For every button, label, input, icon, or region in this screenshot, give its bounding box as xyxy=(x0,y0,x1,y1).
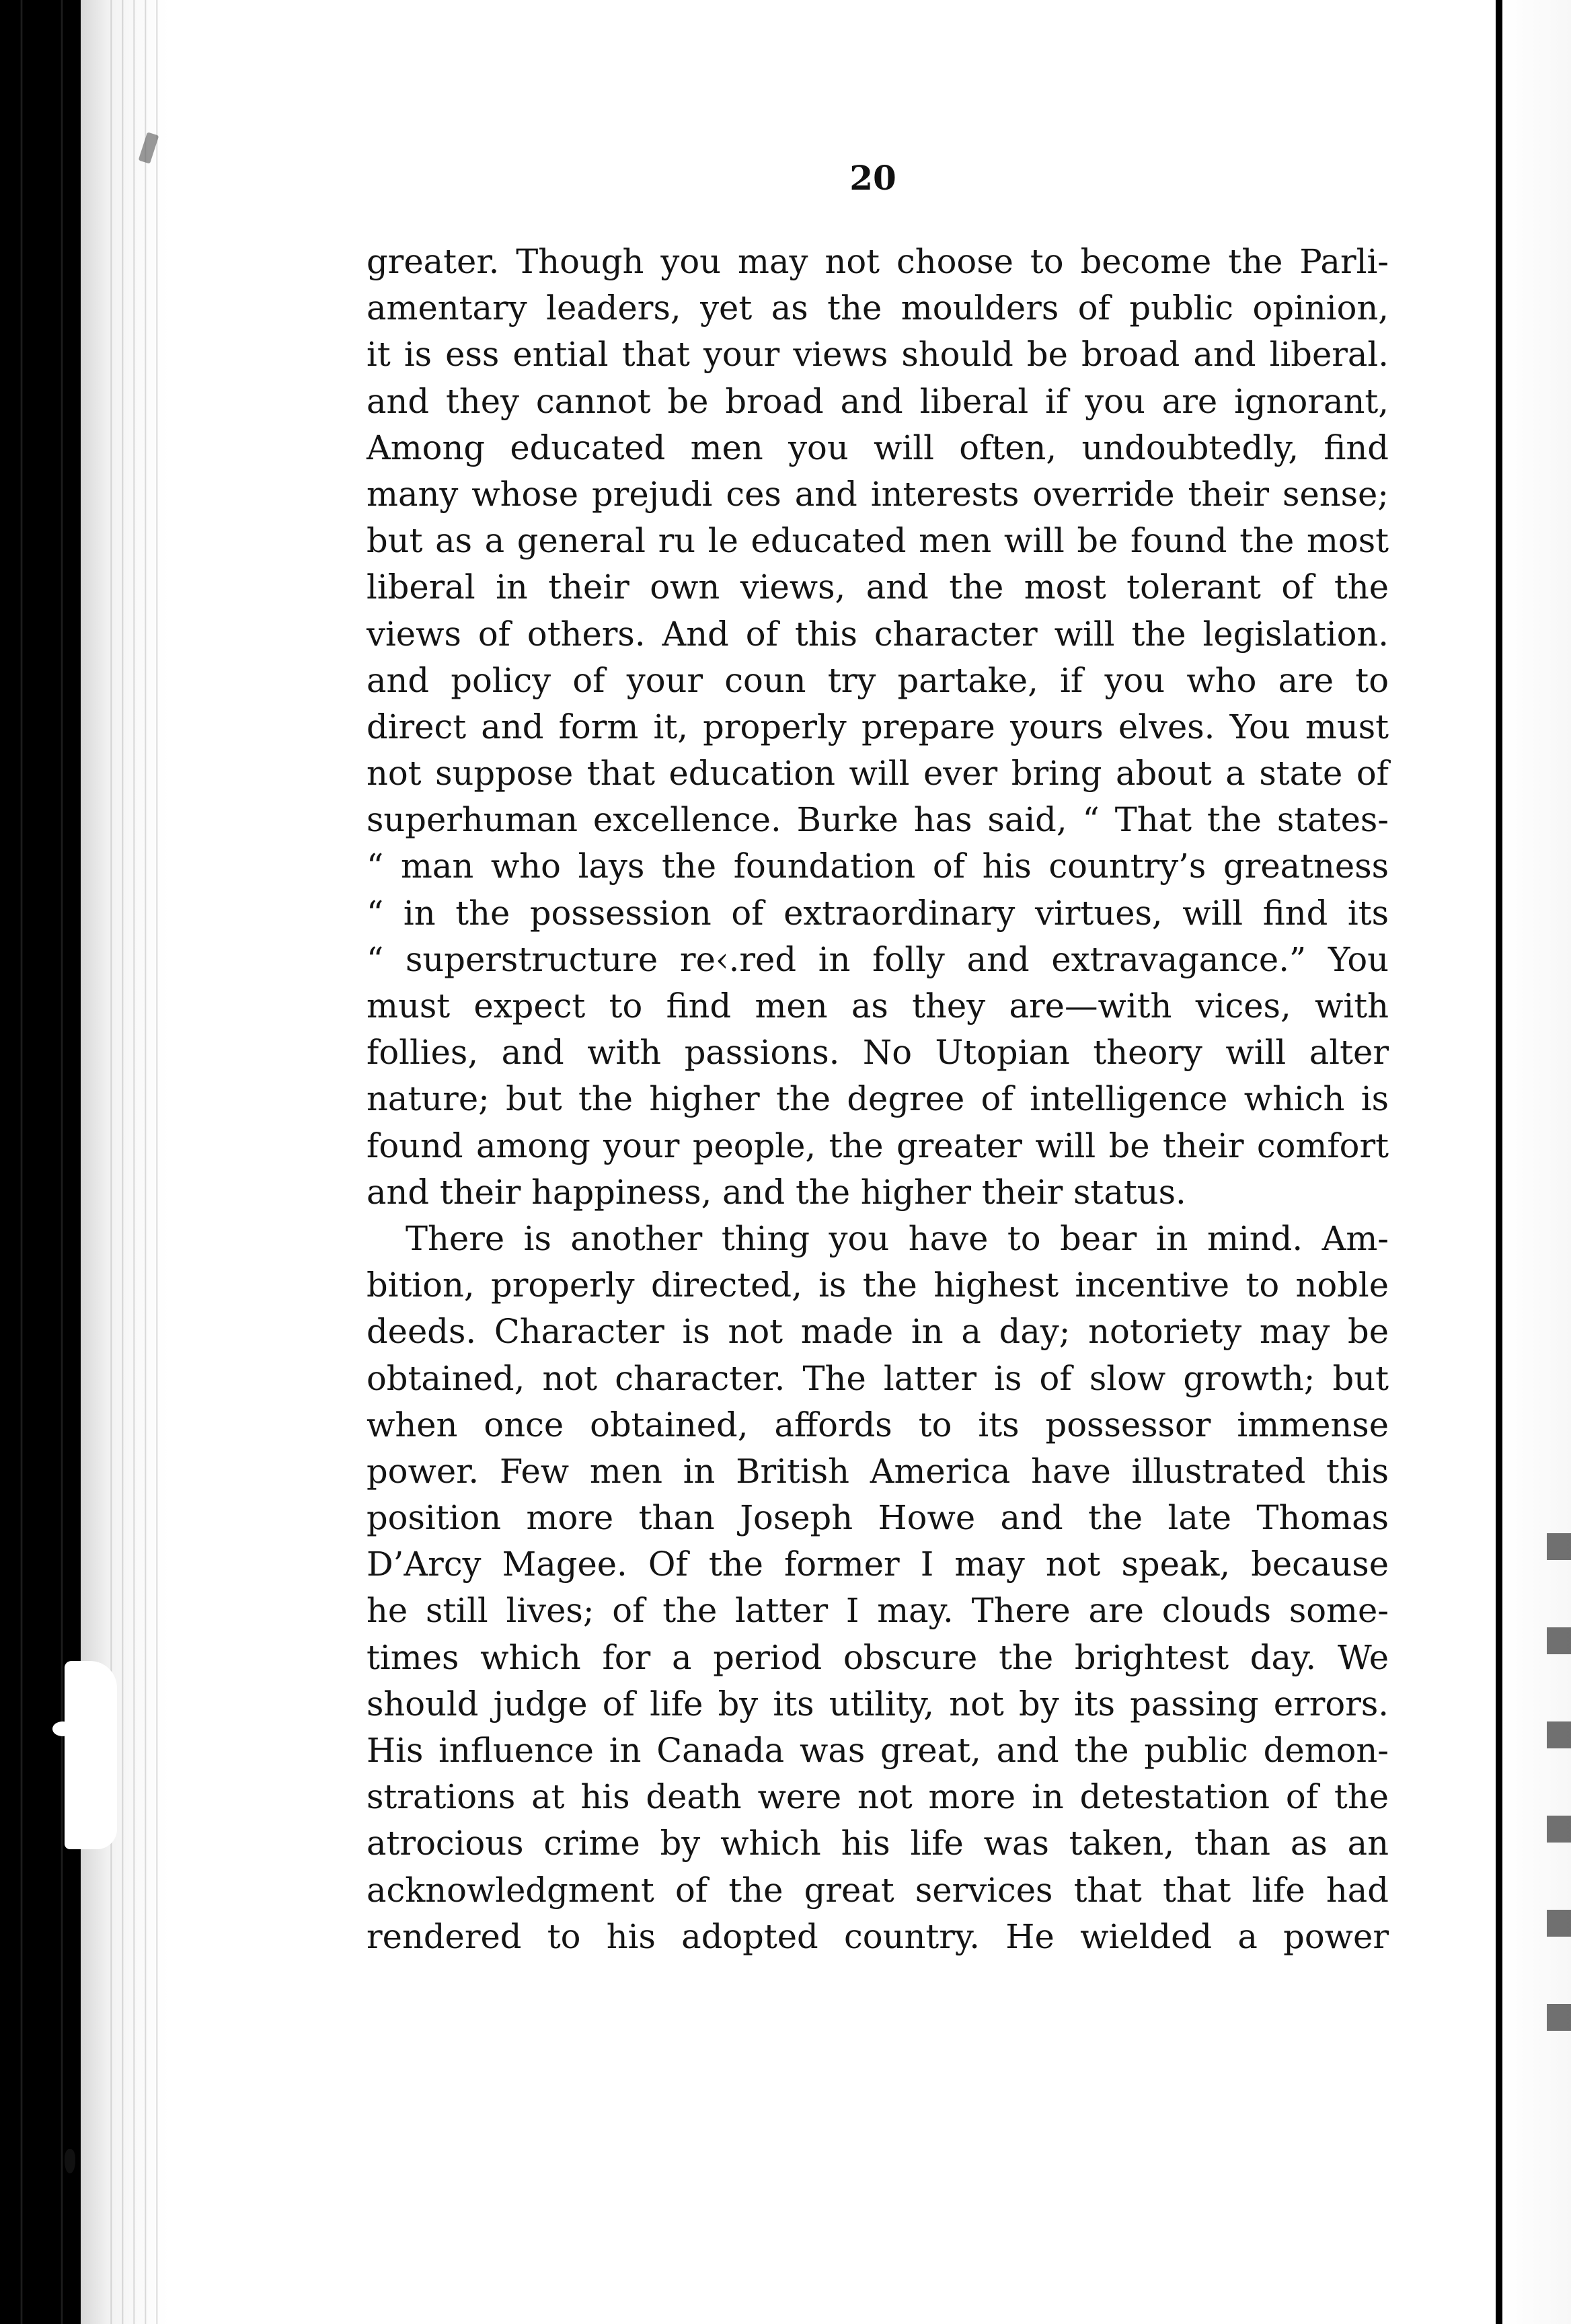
text-line: when once obtained, affords to its possessor immense xyxy=(367,1405,1389,1444)
text-line: amentary leaders, yet as the moulders of public opinion, xyxy=(367,288,1389,328)
page-number: 20 xyxy=(849,158,896,198)
text-line: but as a general ru le educated men will be found the most xyxy=(367,521,1389,561)
text-line: “ superstructure re‹.red in folly and extravagance.” You xyxy=(367,939,1389,979)
ink-mark-bottom xyxy=(65,2149,75,2173)
text-line: times which for a period obscure the brightest day. We xyxy=(367,1637,1389,1677)
text-line: atrocious crime by which his life was taken, than as an xyxy=(367,1824,1389,1863)
text-line: nature; but the higher the degree of intelligence which is xyxy=(367,1079,1389,1119)
paragraph-end-line: and their happiness, and the higher their status. xyxy=(367,1172,1186,1212)
text-line: and policy of your coun try partake, if you who are to xyxy=(367,660,1389,700)
page-gutter-lines xyxy=(101,0,161,2324)
text-line: His influence in Canada was great, and the public demon- xyxy=(367,1731,1389,1770)
text-line: follies, and with passions. No Utopian theory will alter xyxy=(367,1033,1389,1073)
text-line: many whose prejudi ces and interests override their sense; xyxy=(367,474,1389,514)
paper-tear-edge xyxy=(52,1721,73,1736)
text-line: greater. Though you may not choose to become the Parli- xyxy=(367,242,1389,281)
scan-right-border xyxy=(1496,0,1502,2324)
text-line: D’Arcy Magee. Of the former I may not speak, because xyxy=(367,1545,1389,1584)
scan-left-margin-texture xyxy=(0,0,81,2324)
text-line: found among your people, the greater will be their comfort xyxy=(367,1126,1389,1165)
text-line: “ in the possession of extraordinary virtues, will find its xyxy=(367,893,1389,933)
text-line: should judge of life by its utility, not by its passing errors. xyxy=(367,1684,1389,1723)
body-text xyxy=(367,239,1389,1960)
text-line: acknowledgment of the great services that that life had xyxy=(367,1870,1389,1910)
text-line: must expect to find men as they are—with vices, with xyxy=(367,986,1389,1025)
text-line: position more than Joseph Howe and the late Thomas xyxy=(367,1498,1389,1538)
facing-page-bleed-marks xyxy=(1547,1479,1571,2085)
text-line: strations at his death were not more in detestation of the xyxy=(367,1777,1389,1817)
text-line: deeds. Character is not made in a day; notoriety may be xyxy=(367,1312,1389,1352)
text-line: it is ess ential that your views should be broad and liberal. xyxy=(367,335,1389,375)
text-line: rendered to his adopted country. He wielded a power xyxy=(367,1916,1389,1956)
text-line: Among educated men you will often, undoubtedly, find xyxy=(367,428,1389,467)
text-line: superhuman excellence. Burke has said, “ That the states- xyxy=(367,800,1389,840)
text-line: not suppose that education will ever bring about a state of xyxy=(367,754,1389,793)
text-line: “ man who lays the foundation of his country’s greatness xyxy=(367,847,1389,886)
text-line: direct and form it, properly prepare yours elves. You must xyxy=(367,707,1389,746)
text-line: views of others. And of this character will the legislation. xyxy=(367,614,1389,654)
text-line: liberal in their own views, and the most tolerant of the xyxy=(367,568,1389,607)
text-line: power. Few men in British America have illustrated this xyxy=(367,1451,1389,1491)
text-line: and they cannot be broad and liberal if you are ignorant, xyxy=(367,381,1389,421)
paragraph-start-line: There is another thing you have to bear in mind. Am- xyxy=(406,1218,1389,1258)
paper-tear xyxy=(65,1661,117,1849)
text-line: he still lives; of the latter I may. There are clouds some- xyxy=(367,1591,1389,1631)
text-line: obtained, not character. The latter is of slow growth; but xyxy=(367,1358,1389,1398)
text-line: bition, properly directed, is the highest incentive to noble xyxy=(367,1266,1389,1305)
